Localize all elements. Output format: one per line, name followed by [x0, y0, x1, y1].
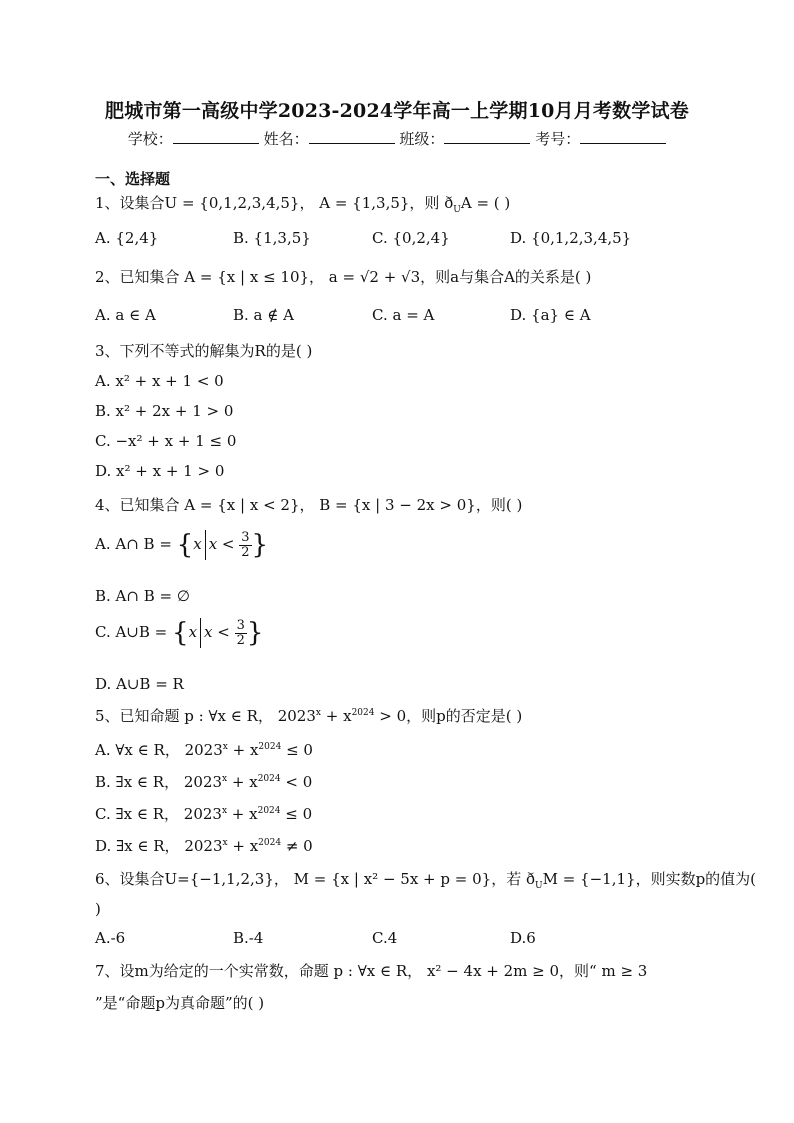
question-3-stem: 3、下列不等式的解集为R的是( ) — [95, 342, 313, 360]
q1-option-a[interactable]: A. {2,4} — [95, 229, 159, 247]
q5-option-b[interactable]: B. ∃x ∈ R， $2023^x + x^{2024} < 0$ — [95, 773, 313, 791]
q6-option-b[interactable]: B.-4 — [233, 929, 264, 947]
q6-option-a[interactable]: A.-6 — [95, 929, 126, 947]
q2-option-d[interactable]: D. {a} ∈ A — [510, 306, 591, 324]
question-1-stem: 1、设集合U = {0,1,2,3,4,5}， A = {1,3,5}，则 $ð_UA$ = ( ) — [95, 194, 511, 215]
exam-number-blank[interactable] — [580, 129, 666, 144]
exam-number-label: 考号： — [535, 130, 581, 148]
name-blank[interactable] — [309, 129, 395, 144]
question-2-stem: 2、已知集合 A = {x | x ≤ 10}， a = √2 + √3，则a与集合A的关系是( ) — [95, 268, 592, 286]
question-6-stem: 6、设集合U={−1,1,2,3}， M = {x | x² − 5x + p = 0}，若 $ð_UM = \{-1,1\}$，则实数p的值为( — [95, 870, 757, 891]
school-label: 学校： — [127, 130, 173, 148]
question-7-stem-wrap: ”是“命题p为真命题”的( ) — [95, 994, 265, 1012]
q5-option-d[interactable]: D. ∃x ∈ R， $2023^x + x^{2024} \ne 0$ — [95, 837, 313, 855]
q4-option-c[interactable]: C. A∪B = {x x < $\frac{3}{2}$ } — [95, 617, 264, 648]
q4-option-b[interactable]: B. A∩ B = ∅ — [95, 587, 190, 605]
q1-option-c[interactable]: C. {0,2,4} — [372, 229, 450, 247]
student-info-line — [0, 128, 794, 149]
name-label: 姓名： — [263, 130, 309, 148]
q2-option-b[interactable]: B. a ∉ A — [233, 306, 294, 324]
fraction-3-2: $\frac{3}{2}$ — [236, 617, 245, 648]
exam-title: 肥城市第一高级中学2023-2024学年高一上学期10月月考数学试卷 — [105, 100, 689, 122]
question-4-stem: 4、已知集合 A = {x | x < 2}， B = {x | 3 − 2x > 0}，则( ) — [95, 496, 523, 514]
class-label: 班级： — [399, 130, 445, 148]
fraction-3-2: $\frac{3}{2}$ — [241, 529, 250, 560]
q3-option-b[interactable]: B. x² + 2x + 1 > 0 — [95, 402, 234, 420]
q1-option-b[interactable]: B. {1,3,5} — [233, 229, 311, 247]
q6-option-d[interactable]: D.6 — [510, 929, 536, 947]
q3-option-c[interactable]: C. −x² + x + 1 ≤ 0 — [95, 432, 237, 450]
q4-option-d[interactable]: D. A∪B = R — [95, 675, 184, 693]
q2-option-a[interactable]: A. a ∈ A — [95, 306, 156, 324]
q2-option-c[interactable]: C. a = A — [372, 306, 435, 324]
school-blank[interactable] — [173, 129, 259, 144]
q5-option-a[interactable]: A. ∀x ∈ R， $2023^x + x^{2024} \le 0$ — [95, 741, 313, 759]
section-title: 一、选择题 — [95, 170, 171, 188]
q1-option-d[interactable]: D. {0,1,2,3,4,5} — [510, 229, 632, 247]
q4-option-a[interactable]: A. A∩ B = {x x < $\frac{3}{2}$ } — [95, 529, 269, 560]
question-5-stem: 5、已知命题 p : ∀x ∈ R， $2023^x + x^{2024} > 0$，则p的否定是( ) — [95, 707, 523, 725]
class-blank[interactable] — [444, 129, 530, 144]
question-7-stem: 7、设m为给定的一个实常数，命题 p : ∀x ∈ R， x² − 4x + 2m ≥ 0，则“ m ≥ 3 — [95, 962, 648, 980]
question-6-stem-wrap: ) — [95, 900, 101, 918]
q3-option-a[interactable]: A. x² + x + 1 < 0 — [95, 372, 224, 390]
q6-option-c[interactable]: C.4 — [372, 929, 398, 947]
q3-option-d[interactable]: D. x² + x + 1 > 0 — [95, 462, 225, 480]
q5-option-c[interactable]: C. ∃x ∈ R， $2023^x + x^{2024} \le 0$ — [95, 805, 313, 823]
